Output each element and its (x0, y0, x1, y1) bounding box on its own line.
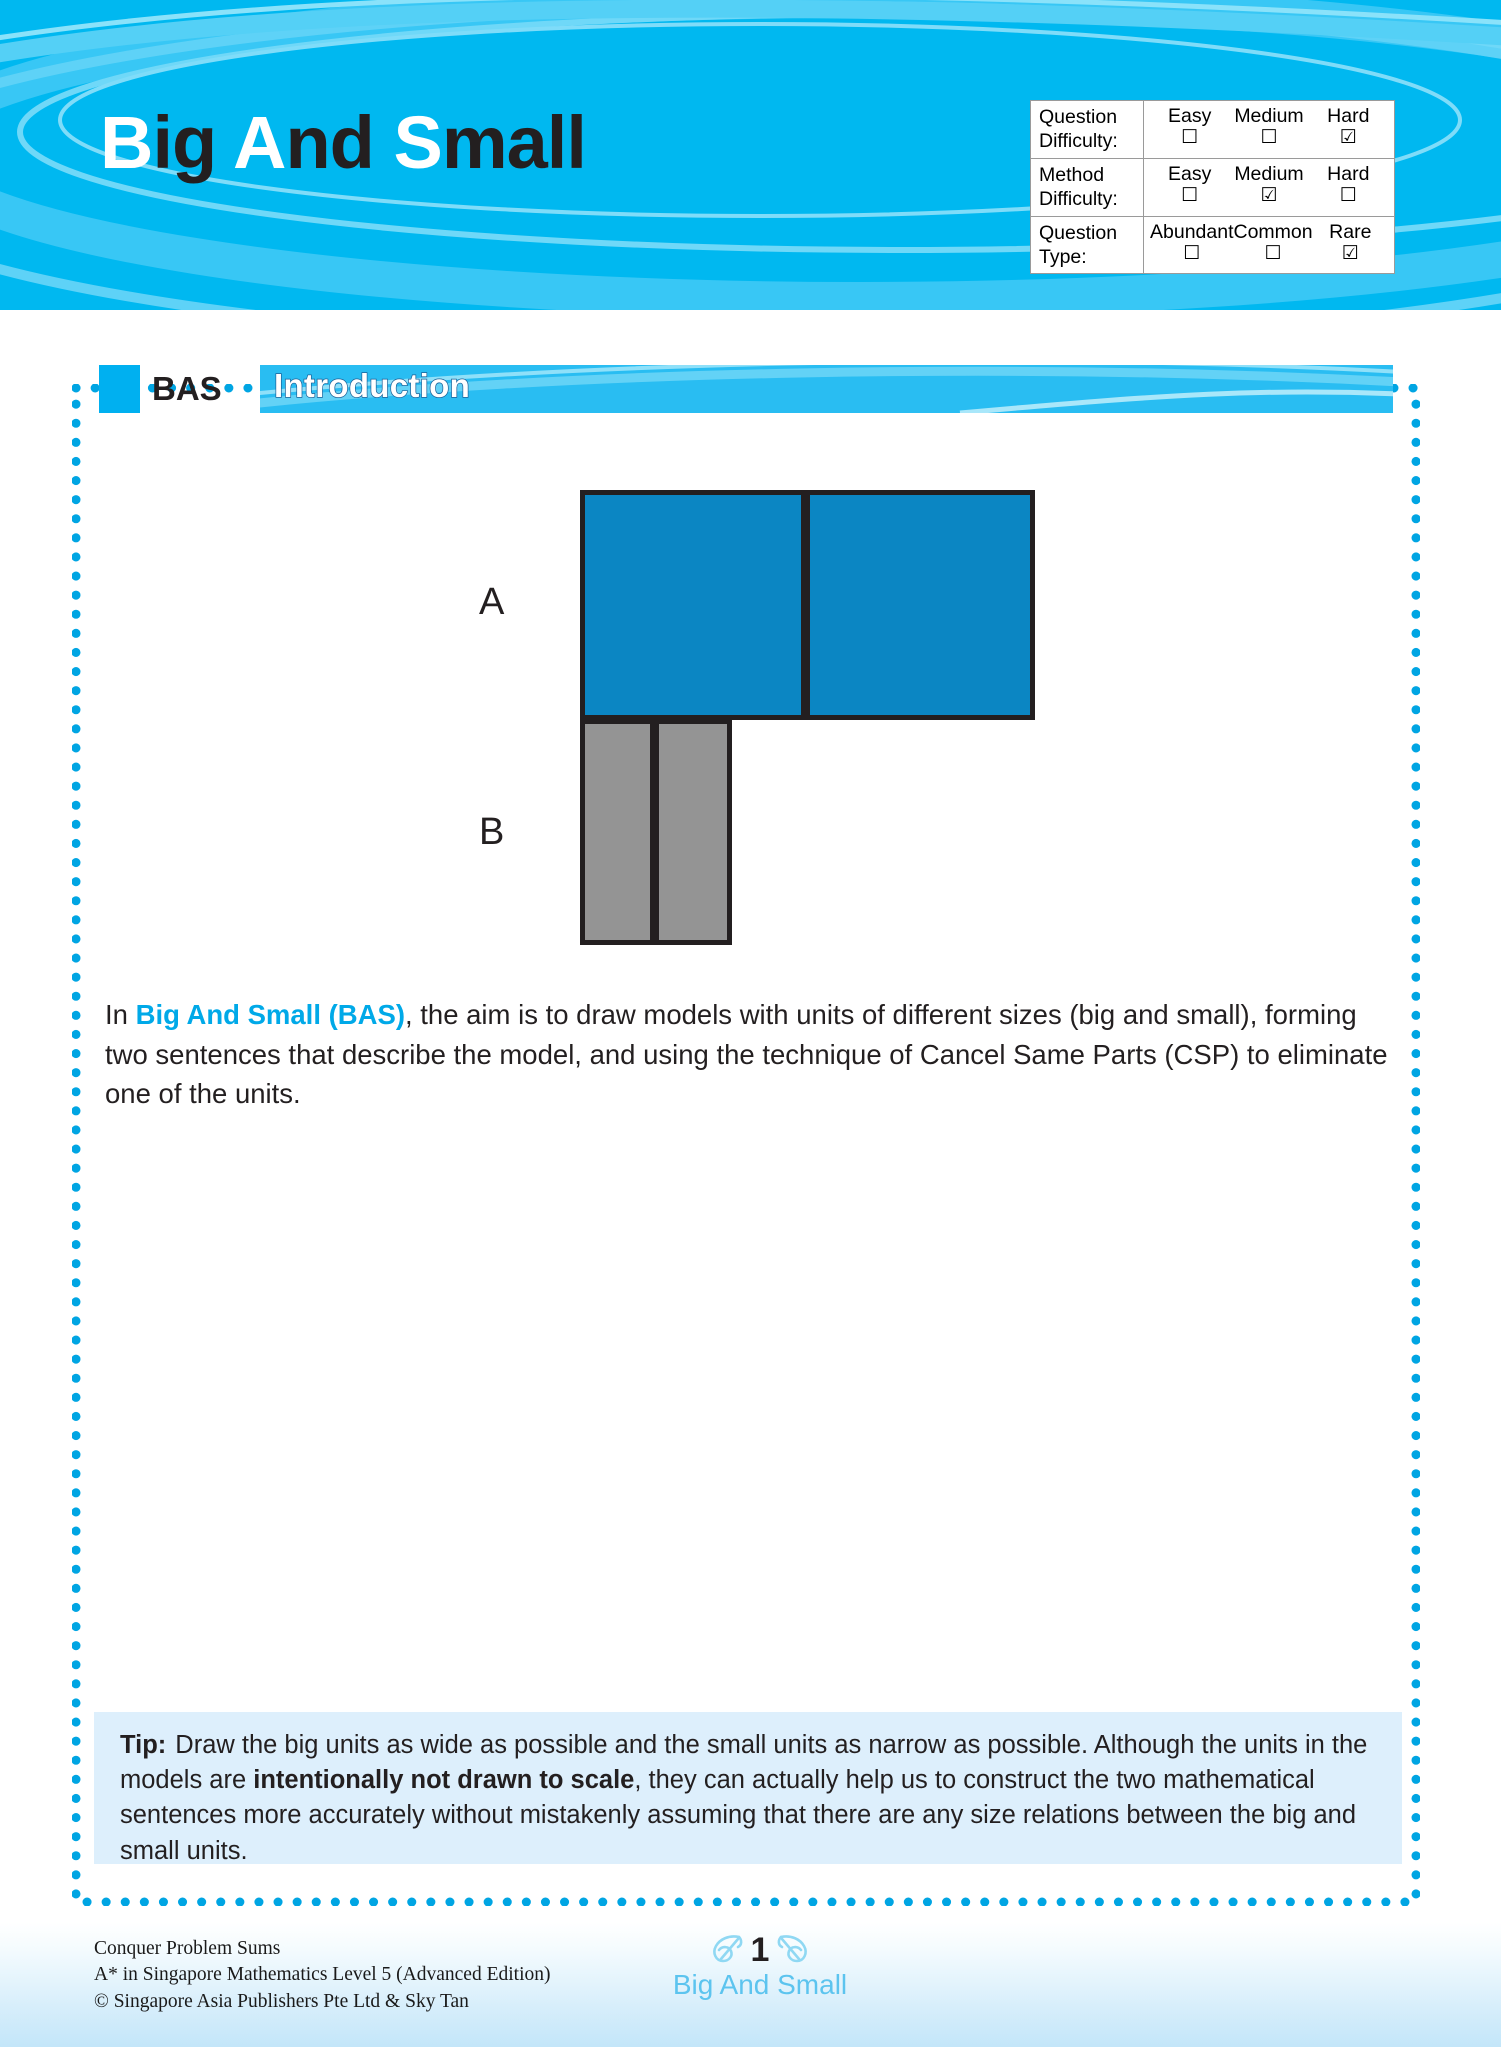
row-label-question-difficulty (1031, 101, 1144, 159)
footer-line-1: Conquer Problem Sums (94, 1938, 281, 1959)
tip-text-part-2: , they can actually help us to construct the two mathematical sentences more accurately without mistakenly assuming that there are any size relations between the big and small units. (120, 1766, 1357, 1865)
label-line-2: Difficulty: (1039, 188, 1118, 211)
bar-unit-b-1 (580, 719, 655, 945)
label-line-1: Question (1039, 221, 1118, 244)
section-title: Introduction (274, 367, 471, 404)
paragraph-prefix: In (105, 999, 136, 1030)
option-easy[interactable] (1150, 163, 1229, 205)
swirl-ornament-right-icon (773, 1933, 813, 1967)
label-line-1: Method (1039, 163, 1105, 186)
option-hard[interactable] (1309, 105, 1388, 147)
title-seg-0: B (100, 101, 153, 184)
bar-unit-a-1 (580, 490, 806, 720)
paragraph-highlight-term: Big And Small (BAS) (135, 999, 405, 1030)
introduction-paragraph (105, 995, 1395, 1114)
option-label: Medium (1234, 105, 1304, 127)
footer-page-block (640, 1928, 880, 2001)
row-label-question-type (1031, 216, 1144, 274)
footer-line-2: A* in Singapore Mathematics Level 5 (Advanced Edition) (94, 1964, 551, 1986)
option-label: Abundant (1150, 220, 1234, 243)
title-seg-4: S (393, 101, 442, 184)
option-label: Common (1233, 220, 1313, 243)
swirl-ornament-left-icon (707, 1933, 747, 1967)
section-code: BAS (152, 370, 222, 407)
footer-copyright-block (94, 1936, 551, 2015)
checkbox-medium[interactable]: ☐ (1260, 127, 1278, 149)
checkbox-rare[interactable]: ☑ (1341, 242, 1359, 264)
tip-text-part-1: Draw the big units as wide as possible and the small units as narrow as possible. Although the units in the models are (120, 1731, 1368, 1795)
label-line-2: Type: (1039, 245, 1087, 268)
page-header (0, 0, 1501, 310)
option-label: Hard (1327, 162, 1370, 185)
option-hard[interactable] (1309, 163, 1388, 205)
tip-content (120, 1728, 1378, 1869)
title-seg-5: mall (441, 101, 586, 184)
option-label: Easy (1167, 105, 1212, 127)
tip-label: Tip: (120, 1731, 167, 1759)
title-seg-3: nd (285, 101, 394, 184)
row-label-method-difficulty (1031, 158, 1144, 216)
checkbox-hard[interactable]: ☐ (1339, 185, 1357, 207)
option-common[interactable] (1234, 221, 1313, 263)
option-label: Medium (1234, 162, 1304, 185)
checkbox-medium[interactable]: ☑ (1260, 185, 1278, 207)
footer-chapter-title: Big And Small (672, 1969, 848, 2000)
option-easy[interactable] (1150, 105, 1229, 147)
option-abundant[interactable] (1150, 221, 1234, 263)
table-row-question-difficulty (1031, 101, 1395, 159)
bar-unit-b-2 (654, 719, 732, 945)
title-seg-1: ig (152, 101, 234, 184)
bar-unit-a-2 (805, 490, 1035, 720)
option-rare[interactable] (1313, 221, 1388, 263)
row-options-question-type (1144, 216, 1395, 274)
page-number-row (640, 1928, 880, 1972)
option-label: Easy (1167, 162, 1212, 185)
option-medium[interactable] (1229, 105, 1308, 147)
paragraph-rest: , the aim is to draw models with units of different sizes (big and small), forming two sentences that describe the model, and using the technique of Cancel Same Parts (CSP) to eliminate one of the units. (105, 999, 1388, 1110)
checkbox-abundant[interactable]: ☐ (1183, 242, 1201, 264)
model-label-b: B (479, 811, 505, 853)
title-seg-2: A (233, 101, 286, 184)
page-title (100, 101, 586, 184)
checkbox-easy[interactable]: ☐ (1181, 185, 1199, 207)
label-line-1: Question (1039, 106, 1118, 128)
option-medium[interactable] (1229, 163, 1308, 205)
page-footer (0, 1922, 1501, 2047)
row-options-question-difficulty (1144, 101, 1395, 159)
section-tab-marker (99, 365, 140, 413)
difficulty-table (1030, 100, 1395, 274)
checkbox-hard[interactable]: ☑ (1339, 127, 1357, 149)
option-label: Hard (1327, 105, 1370, 127)
table-row-question-type (1031, 216, 1395, 274)
option-label: Rare (1329, 220, 1372, 243)
tip-text-emphasis: intentionally not drawn to scale (253, 1766, 635, 1795)
model-label-a: A (479, 581, 505, 623)
table-row-method-difficulty (1031, 158, 1395, 216)
row-options-method-difficulty (1144, 158, 1395, 216)
page-number: 1 (750, 1931, 770, 1969)
footer-line-3: © Singapore Asia Publishers Pte Ltd & Sky Tan (94, 1990, 469, 2012)
checkbox-easy[interactable]: ☐ (1181, 127, 1199, 149)
label-line-2: Difficulty: (1039, 130, 1118, 153)
tip-box (94, 1712, 1402, 1864)
checkbox-common[interactable]: ☐ (1264, 242, 1282, 264)
